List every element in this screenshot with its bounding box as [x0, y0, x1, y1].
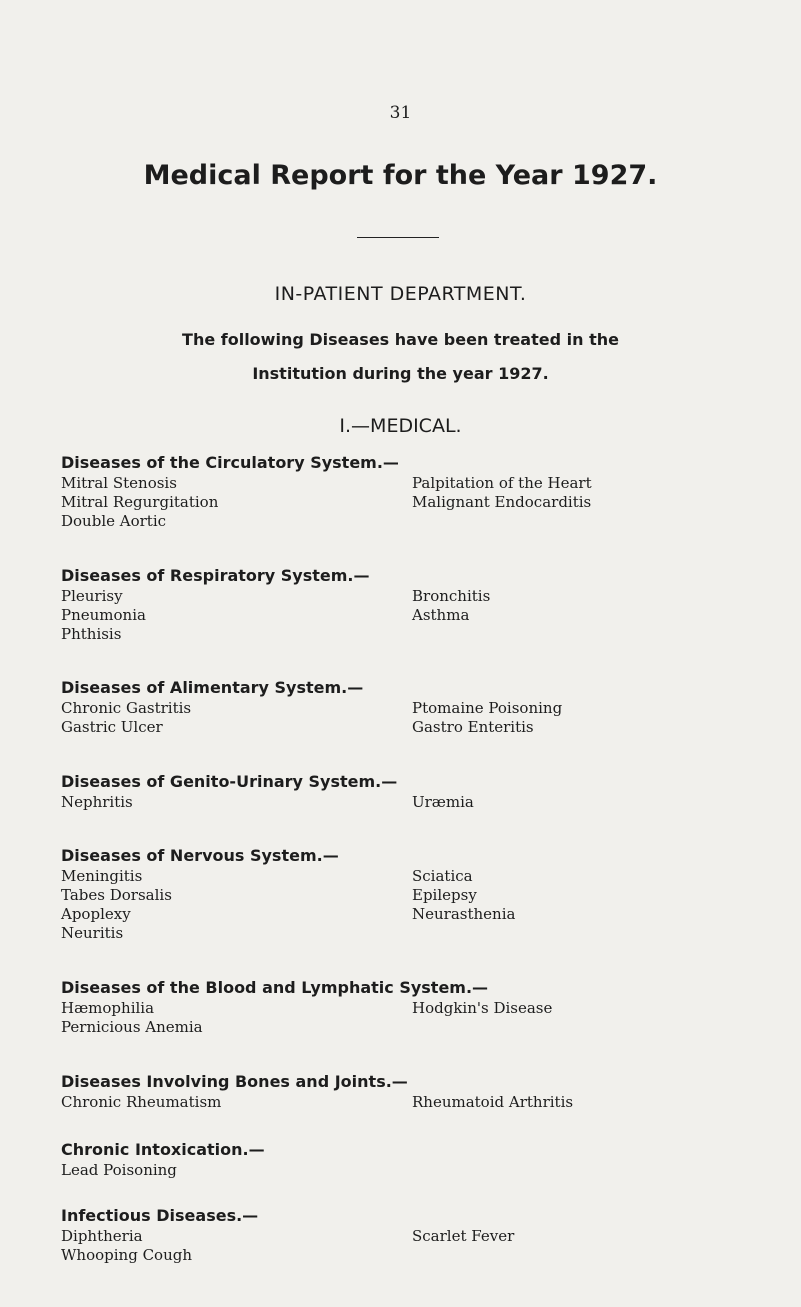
category-title: Diseases of Nervous System.—: [61, 846, 339, 865]
disease-item: Lead Poisoning: [61, 1161, 177, 1179]
department-heading: IN-PATIENT DEPARTMENT.: [274, 283, 527, 305]
disease-item: Epilepsy: [412, 886, 477, 904]
title-divider: [357, 237, 439, 238]
category-title: Diseases of the Blood and Lymphatic System.—: [61, 978, 489, 997]
disease-item: Double Aortic: [61, 512, 167, 530]
disease-item: Neuritis: [61, 924, 124, 942]
disease-item: Tabes Dorsalis: [61, 886, 172, 904]
disease-item: Meningitis: [61, 867, 143, 885]
disease-item: Gastric Ulcer: [61, 718, 163, 736]
disease-item: Chronic Rheumatism: [61, 1093, 222, 1111]
category-chronic-intoxication: [61, 1139, 741, 1180]
category-respiratory: [61, 565, 741, 644]
category-title: Chronic Intoxication.—: [61, 1140, 265, 1159]
disease-item: Mitral Stenosis: [61, 474, 177, 492]
category-title: Infectious Diseases.—: [61, 1206, 259, 1225]
disease-item: Palpitation of the Heart: [412, 474, 592, 492]
disease-item: Uræmia: [412, 793, 474, 811]
disease-item: Pneumonia: [61, 606, 146, 624]
category-alimentary: [61, 677, 741, 737]
disease-item: Pernicious Anemia: [61, 1018, 203, 1036]
page-title: Medical Report for the Year 1927.: [143, 160, 658, 191]
section-heading: I.—MEDICAL.: [339, 415, 462, 437]
disease-item: Scarlet Fever: [412, 1227, 515, 1245]
intro-line-2: Institution during the year 1927.: [252, 364, 549, 383]
intro-line-1: The following Diseases have been treated in the: [182, 330, 619, 349]
disease-item: Apoplexy: [61, 905, 131, 923]
disease-item: Chronic Gastritis: [61, 699, 192, 717]
page-number: 31: [389, 103, 412, 123]
disease-item: Gastro Enteritis: [412, 718, 534, 736]
category-title: Diseases of Respiratory System.—: [61, 566, 370, 585]
category-blood-lymphatic: [61, 977, 741, 1037]
category-genito-urinary: [61, 771, 741, 812]
category-infectious: [61, 1205, 741, 1265]
disease-item: Hæmophilia: [61, 999, 155, 1017]
category-bones-joints: [61, 1071, 741, 1112]
disease-item: Pleurisy: [61, 587, 123, 605]
disease-item: Neurasthenia: [412, 905, 516, 923]
category-title: Diseases Involving Bones and Joints.—: [61, 1072, 408, 1091]
disease-item: Nephritis: [61, 793, 133, 811]
category-nervous: [61, 845, 741, 943]
category-title: Diseases of Alimentary System.—: [61, 678, 364, 697]
disease-item: Mitral Regurgitation: [61, 493, 219, 511]
disease-item: Asthma: [412, 606, 470, 624]
category-circulatory: [61, 452, 741, 531]
disease-item: Sciatica: [412, 867, 473, 885]
disease-item: Diphtheria: [61, 1227, 143, 1245]
disease-item: Whooping Cough: [61, 1246, 193, 1264]
disease-item: Phthisis: [61, 625, 122, 643]
category-title: Diseases of the Circulatory System.—: [61, 453, 399, 472]
disease-item: Bronchitis: [412, 587, 491, 605]
disease-item: Rheumatoid Arthritis: [412, 1093, 574, 1111]
disease-item: Ptomaine Poisoning: [412, 699, 563, 717]
category-title: Diseases of Genito-Urinary System.—: [61, 772, 398, 791]
disease-item: Malignant Endocarditis: [412, 493, 592, 511]
disease-item: Hodgkin's Disease: [412, 999, 553, 1017]
